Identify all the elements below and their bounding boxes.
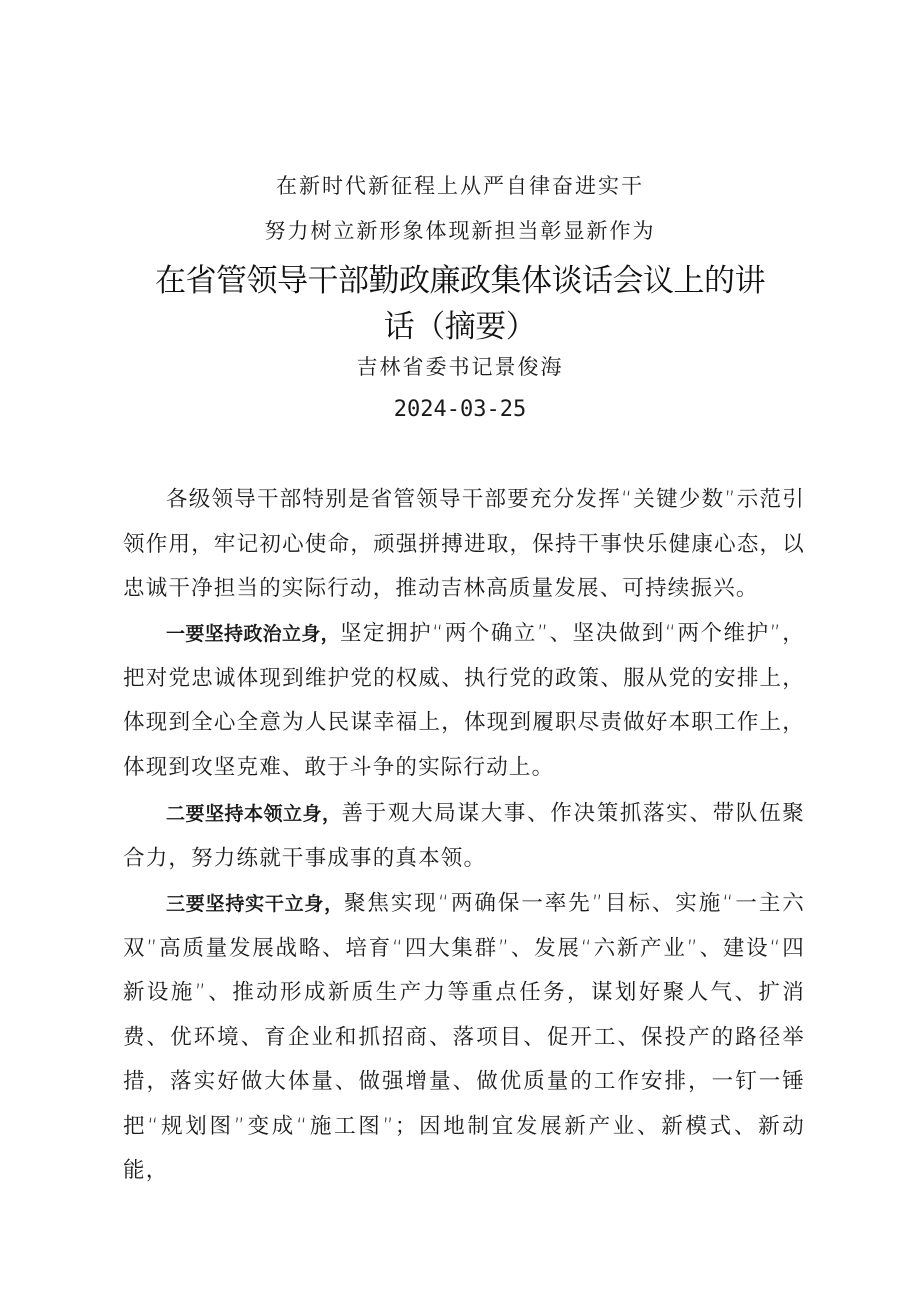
title-line-1: 在省管领导干部勤政廉政集体谈话会议上的讲 <box>155 263 765 299</box>
point-2-lead: 二要坚持本领立身， <box>166 803 342 825</box>
paragraph-intro <box>123 478 805 612</box>
author-line: 吉林省委书记景俊海 <box>356 355 564 379</box>
date-line: 2024-03-25 <box>393 397 527 422</box>
point-2-text: 善于观大局谋大事、作决策抓落实、带队伍聚合力，努力练就干事成事的真本领。 <box>123 801 805 871</box>
paragraph-point-2 <box>123 792 805 881</box>
subtitle-line-1: 在新时代新征程上从严自律奋进实干 <box>276 174 644 198</box>
paragraph-point-3 <box>123 882 805 1194</box>
point-3-lead: 三要坚持实干立身， <box>166 893 344 915</box>
paragraph-point-1 <box>123 612 805 790</box>
point-3-text: 聚焦实现“两确保一率先”目标、实施“一主六双”高质量发展战略、培育“四大集群”、发展“六新产业”、建设“四新设施”、推动形成新质生产力等重点任务，谋划好聚人气、扩消费、优环境、育企业和抓招商、落项目、促开工、保投产的路径举措，落实好做大体量、做强增量、做优质量的工作安排，一钉一锤把“规划图”变成“施工图”；因地制宜发展新产业、新模式、新动能， <box>123 891 805 1183</box>
point-1-lead: 一要坚持政治立身， <box>166 623 341 645</box>
paragraph-intro-text: 各级领导干部特别是省管领导干部要充分发挥“关键少数”示范引领作用，牢记初心使命，顽强拼搏进取，保持干事快乐健康心态，以忠诚干净担当的实际行动，推动吉林高质量发展、可持续振兴。 <box>123 487 805 601</box>
title-line-2: 话（摘要） <box>383 309 537 345</box>
point-1-text: 坚定拥护“两个确立”、坚决做到“两个维护”，把对党忠诚体现到维护党的权威、执行党的政策、服从党的安排上，体现到全心全意为人民谋幸福上，体现到履职尽责做好本职工作上，体现到攻坚克难、敢于斗争的实际行动上。 <box>123 621 805 780</box>
subtitle-line-2: 努力树立新形象体现新担当彰显新作为 <box>264 219 656 243</box>
